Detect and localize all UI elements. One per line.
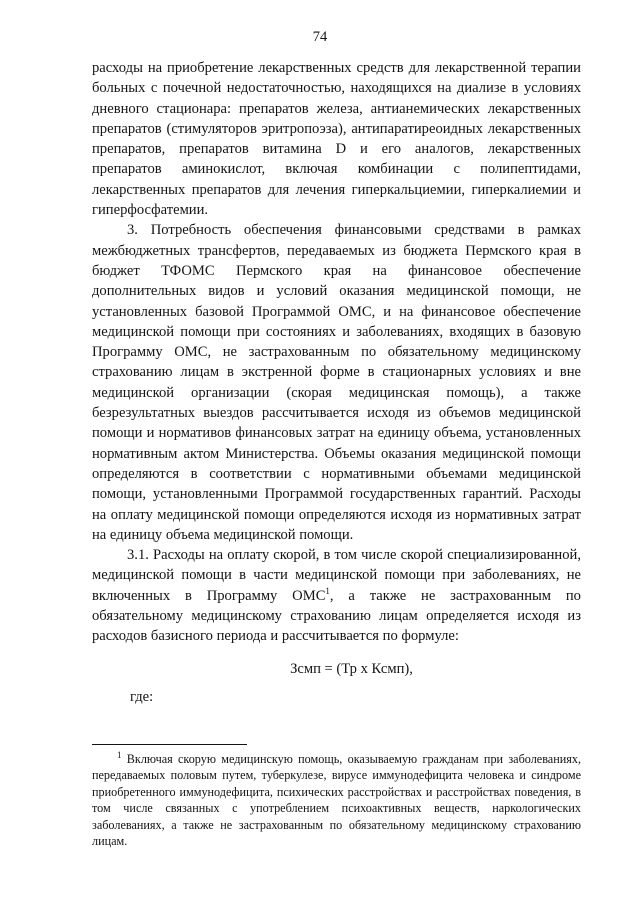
paragraph-dialysis-expenses: расходы на приобретение лекарственных средств для лекарственной терапии больных с почечной недостаточностью, находящихся на диализе в условиях дневного стационара: препаратов железа, антианемических лекарственных препаратов (стимуляторов эритропоэза), антипаратиреоидных лекарственных препаратов, препаратов витамина D и его аналогов, лекарственных препаратов аминокислот, включая комбинации с полипептидами, лекарственных препаратов для лечения гиперкальциемии, гиперкалиемии и гиперфосфатемии. — [92, 60, 581, 219]
paragraph-text-after-mark: , а также не застрахованным по обязательному медицинскому страхованию лицам определяется исходя из расходов базисного периода и рассчитывается по формуле: — [92, 587, 581, 645]
footnote-separator — [92, 744, 247, 745]
footnote-body: Включая скорую медицинскую помощь, оказываемую гражданам при заболеваниях, передаваемых половым путем, туберкулезе, вирусе иммунодефицита человека и синдроме приобретенного иммунодефицита, психических расстройствах и расстройствах поведения, в том числе связанных с употреблением психоактивных веществ, наркологических заболеваниях, а также не застрахованным по обязательному медицинскому страхованию лицам. — [92, 752, 581, 849]
footnote — [92, 751, 581, 849]
footnote-text — [92, 751, 581, 849]
paragraph-3-funding-need: 3. Потребность обеспечения финансовыми средствами в рамках межбюджетных трансфертов, передаваемых из бюджета Пермского края в бюджет ТФОМС Пермского края на финансовое обеспечение дополнительных видов и условий оказания медицинской помощи, не установленных базовой Программой ОМС, и на финансовое обеспечение медицинской помощи при состояниях и заболеваниях, входящих в базовую Программу ОМС, не застрахованным по обязательному медицинскому страхованию лицам в экстренной форме в стационарных условиях и вне медицинской организации (скорая медицинская помощь), а также безрезультатных выездов рассчитывается исходя из объемов медицинской помощи и нормативов финансовых затрат на единицу объема, установленных нормативным актом Министерства. Объемы оказания медицинской помощи определяются в соответствии с нормативными объемами медицинской помощи, установленными Программой государственных гарантий. Расходы на оплату медицинской помощи определяются исходя из нормативных затрат на единицу объема медицинской помощи. — [92, 222, 581, 543]
main-text — [92, 58, 581, 707]
paragraph-3-1-ambulance-expenses — [92, 545, 581, 646]
paragraph-text-before-mark: 3.1. Расходы на оплату скорой, в том числе скорой специализированной, медицинской помощи в части медицинской помощи при заболеваниях, не включенных в Программу ОМС — [92, 547, 581, 604]
footnote-mark: 1 — [117, 749, 122, 760]
page-number: 74 — [312, 29, 328, 45]
formula: Зсмп = (Тр х Ксмп), — [290, 660, 413, 677]
footnote-reference-mark[interactable]: 1 — [325, 585, 330, 596]
formula-where-label: где: — [130, 688, 154, 705]
